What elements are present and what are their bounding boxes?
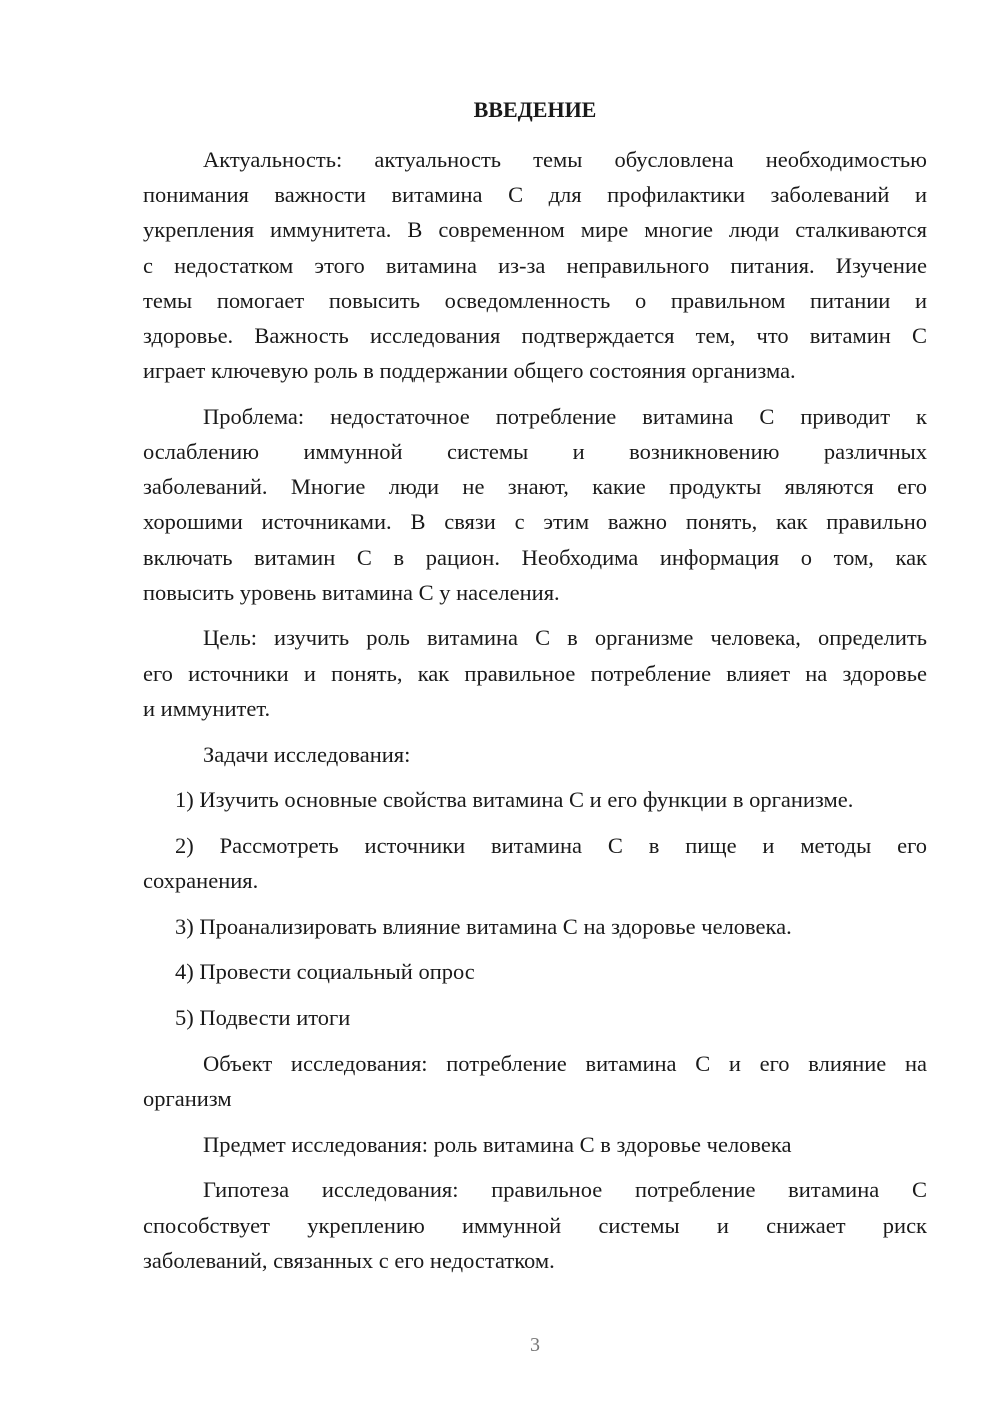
text-line: Актуальность: актуальность темы обусловлена необходимостью <box>203 147 927 172</box>
text-line: темы помогает повысить осведомленность о правильном питании и <box>143 287 927 313</box>
text-line: заболеваний. Многие люди не знают, какие продукты являются его <box>143 474 927 500</box>
text-line: включать витамин С в рацион. Необходима информация о том, как <box>143 544 927 570</box>
section-heading: ВВЕДЕНИЕ <box>473 97 597 122</box>
list-item <box>143 1000 927 1035</box>
text-line: 5) Подвести итоги <box>175 1005 351 1031</box>
list-item <box>143 909 927 944</box>
document-page <box>143 92 927 1288</box>
text-line: хорошими источниками. В связи с этим важно понять, как правильно <box>143 509 927 535</box>
paragraph <box>143 142 927 388</box>
text-line: сохранения. <box>143 868 259 894</box>
paragraph <box>143 1046 927 1116</box>
paragraph <box>143 620 927 726</box>
text-line: Гипотеза исследования: правильное потребление витамина С <box>203 1177 927 1203</box>
list-item <box>143 828 927 898</box>
text-line: Проблема: недостаточное потребление витамина С приводит к <box>203 403 927 429</box>
paragraph <box>143 1127 927 1162</box>
paragraph <box>143 1172 927 1278</box>
text-line: 2) Рассмотреть источники витамина С в пище и методы его <box>175 832 927 858</box>
text-line: организм <box>143 1086 232 1111</box>
text-line: его источники и понять, как правильное потребление влияет на здоровье <box>143 660 927 686</box>
text-line: 3) Проанализировать влияние витамина С на здоровье человека. <box>175 913 792 939</box>
text-line: способствует укреплению иммунной системы и снижает риск <box>143 1212 927 1238</box>
document-body <box>143 142 927 1278</box>
text-line: повысить уровень витамина С у населения. <box>143 579 560 605</box>
text-line: ослаблению иммунной системы и возникновению различных <box>143 439 927 464</box>
text-line: играет ключевую роль в поддержании общего состояния организма. <box>143 358 796 384</box>
list-item <box>143 954 927 989</box>
text-line: заболеваний, связанных с его недостатком. <box>143 1247 555 1273</box>
page-number: 3 <box>530 1334 540 1356</box>
text-line: 4) Провести социальный опрос <box>175 959 475 985</box>
text-line: 1) Изучить основные свойства витамина С и его функции в организме. <box>175 787 854 813</box>
text-line: Объект исследования: потребление витамина С и его влияние на <box>203 1050 927 1076</box>
text-line: с недостатком этого витамина из-за неправильного питания. Изучение <box>143 252 927 278</box>
text-line: укрепления иммунитета. В современном мире многие люди сталкиваются <box>143 217 927 243</box>
text-line: здоровье. Важность исследования подтверждается тем, что витамин С <box>143 322 927 348</box>
text-line: и иммунитет. <box>143 695 271 721</box>
text-line: понимания важности витамина С для профилактики заболеваний и <box>143 182 927 208</box>
list-item <box>143 782 927 817</box>
paragraph <box>143 737 927 772</box>
paragraph <box>143 399 927 610</box>
text-line: Задачи исследования: <box>203 741 411 767</box>
text-line: Предмет исследования: роль витамина С в здоровье человека <box>203 1131 792 1157</box>
text-line: Цель: изучить роль витамина С в организме человека, определить <box>203 625 927 651</box>
